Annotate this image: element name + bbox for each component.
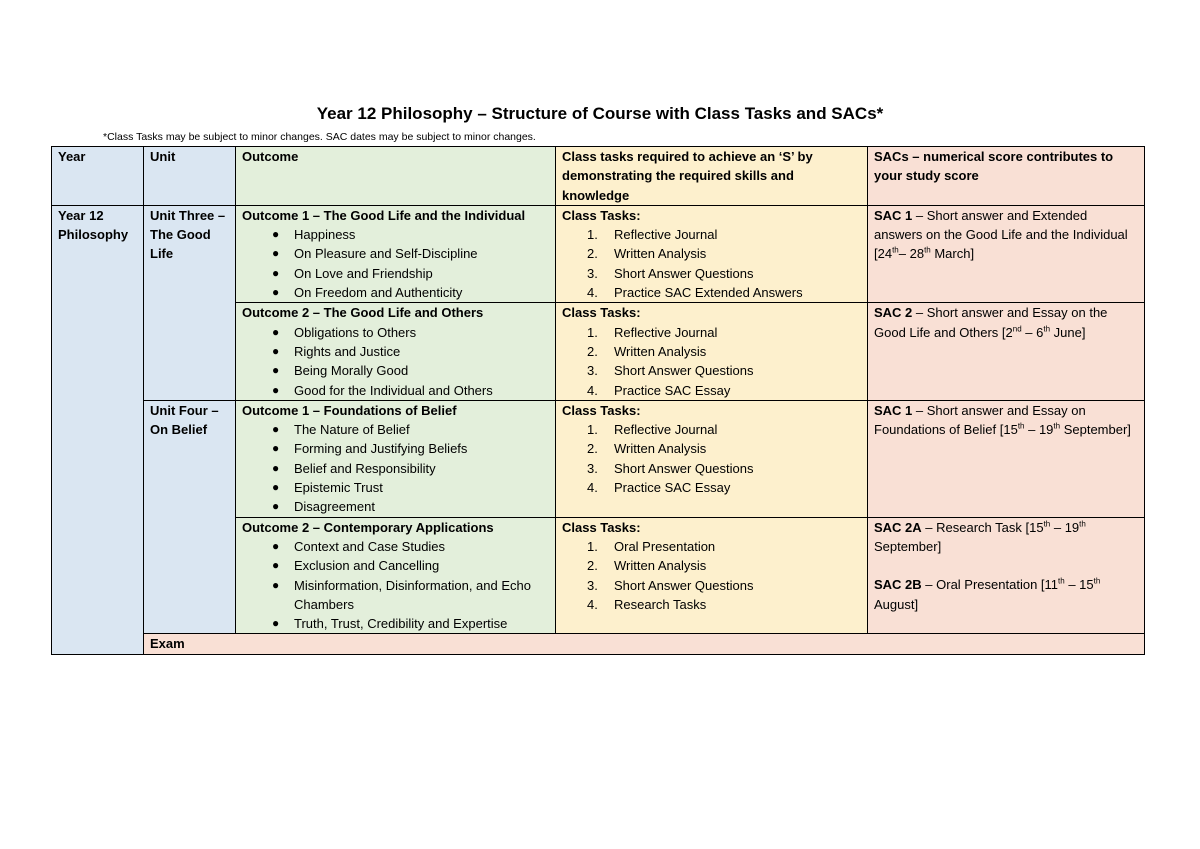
list-item: ● On Freedom and Authenticity [242,283,549,302]
outcome-cell [236,517,556,634]
tasks-title: Class Tasks: [562,207,641,223]
outcome-list [242,420,549,516]
bullet-icon: ● [272,460,280,475]
list-item: ● Rights and Justice [242,342,549,361]
list-item: ● Misinformation, Disinformation, and Echo Chambers [272,577,531,612]
list-item: ● Good for the Individual and Others [242,381,549,400]
outcome-cell [236,205,556,302]
table-row [52,400,1145,517]
sac-label: SAC 2A [874,519,922,535]
list-item: ● Happiness [242,225,549,244]
outcome-title: Outcome 1 – The Good Life and the Individual [242,207,526,223]
outcome-title: Outcome 2 – The Good Life and Others [242,305,484,321]
year-cell: Year 12 Philosophy [52,205,144,654]
exam-cell: Exam [144,634,1145,654]
tasks-cell [556,205,868,302]
unit-three-cell: Unit Three – The Good Life [144,205,236,400]
header-row [52,147,1145,206]
tasks-list [562,225,861,302]
bullet-icon: ● [272,558,280,573]
list-item: 3. Short Answer Questions [587,363,754,379]
disclaimer-note: *Class Tasks may be subject to minor changes. SAC dates may be subject to minor changes. [103,131,536,143]
list-item: 4. Practice SAC Essay [587,480,731,496]
sac-cell: SAC 1 – Short answer and Extended answers on the Good Life and the Individual [24th– 28th March] [868,205,1145,302]
bullet-icon: ● [272,382,280,397]
list-item: 2. Written Analysis [587,246,707,262]
bullet-icon: ● [272,363,280,378]
tasks-cell [556,517,868,634]
list-item: 1. Oral Presentation [587,538,716,554]
list-item: ● On Pleasure and Self-Discipline [242,244,549,263]
tasks-cell [556,303,868,400]
tasks-title: Class Tasks: [562,519,641,535]
sac-cell: SAC 1 – Short answer and Essay on Foundations of Belief [15th – 19th September] [868,400,1145,517]
tasks-list [562,537,861,614]
list-item: 1. Reflective Journal [587,324,718,340]
list-item: ● Belief and Responsibility [242,459,549,478]
sac-entry: SAC 2A – Research Task [15th – 19th September] [874,519,1086,554]
list-item: 2. Written Analysis [587,441,707,457]
list-item: ● Being Morally Good [242,361,549,380]
list-item: ● Epistemic Trust [242,478,549,497]
bullet-icon: ● [272,538,280,553]
list-item: 2. Written Analysis [587,558,707,574]
bullet-icon: ● [272,343,280,358]
list-item: 4. Practice SAC Essay [587,382,731,398]
list-item: ● Context and Case Studies [242,537,549,556]
header-unit: Unit [144,147,236,206]
list-item: ● Forming and Justifying Beliefs [242,439,549,458]
sac-label: SAC 2B [874,577,922,593]
outcome-cell [236,400,556,517]
outcome-list [242,537,549,633]
bullet-icon: ● [272,324,280,339]
list-item: ● Disagreement [242,497,549,516]
course-table [51,146,1145,655]
bullet-icon: ● [272,265,280,280]
tasks-list [562,420,861,497]
outcome-list [242,225,549,302]
list-item: ● The Nature of Belief [242,420,549,439]
header-year: Year [52,147,144,206]
list-item: 3. Short Answer Questions [587,265,754,281]
bullet-icon: ● [272,285,280,300]
list-item: 2. Written Analysis [587,343,707,359]
outcome-title: Outcome 2 – Contemporary Applications [242,519,494,535]
tasks-title: Class Tasks: [562,305,641,321]
list-item: ● Truth, Trust, Credibility and Expertise [242,614,549,633]
bullet-icon: ● [272,227,280,242]
list-item: ● On Love and Friendship [242,264,549,283]
sac-cell: SAC 2 – Short answer and Essay on the Good Life and Others [2nd – 6th June] [868,303,1145,400]
exam-row [52,634,1145,654]
bullet-icon: ● [272,480,280,495]
sac-label: SAC 1 [874,207,913,223]
table-row [52,205,1145,302]
bullet-icon: ● [272,577,280,592]
header-outcome: Outcome [236,147,556,206]
list-item: ● Obligations to Others [242,323,549,342]
page-title: Year 12 Philosophy – Structure of Course with Class Tasks and SACs* [316,104,884,123]
tasks-title: Class Tasks: [562,402,641,418]
list-item: 1. Reflective Journal [587,422,718,438]
sac-label: SAC 2 [874,305,913,321]
unit-four-cell: Unit Four – On Belief [144,400,236,634]
bullet-icon: ● [272,246,280,261]
list-item: ● Exclusion and Cancelling [242,556,549,575]
bullet-icon: ● [272,422,280,437]
sac-cell [868,517,1145,634]
bullet-icon: ● [272,441,280,456]
outcome-title: Outcome 1 – Foundations of Belief [242,402,457,418]
bullet-icon: ● [272,616,280,631]
list-item: 1. Reflective Journal [587,227,718,243]
tasks-list [562,323,861,400]
header-sacs: SACs – numerical score contributes to your study score [868,147,1145,206]
sac-entry: SAC 2B – Oral Presentation [11th – 15th August] [874,576,1101,612]
tasks-cell [556,400,868,517]
bullet-icon: ● [272,499,280,514]
list-item: 4. Research Tasks [587,596,707,612]
list-item: 3. Short Answer Questions [587,577,754,593]
sac-label: SAC 1 [874,402,913,418]
list-item: 4. Practice SAC Extended Answers [587,285,803,301]
outcome-cell [236,303,556,400]
header-tasks: Class tasks required to achieve an ‘S’ by demonstrating the required skills and knowledge [556,147,868,206]
outcome-list [242,323,549,400]
list-item: 3. Short Answer Questions [587,460,754,476]
